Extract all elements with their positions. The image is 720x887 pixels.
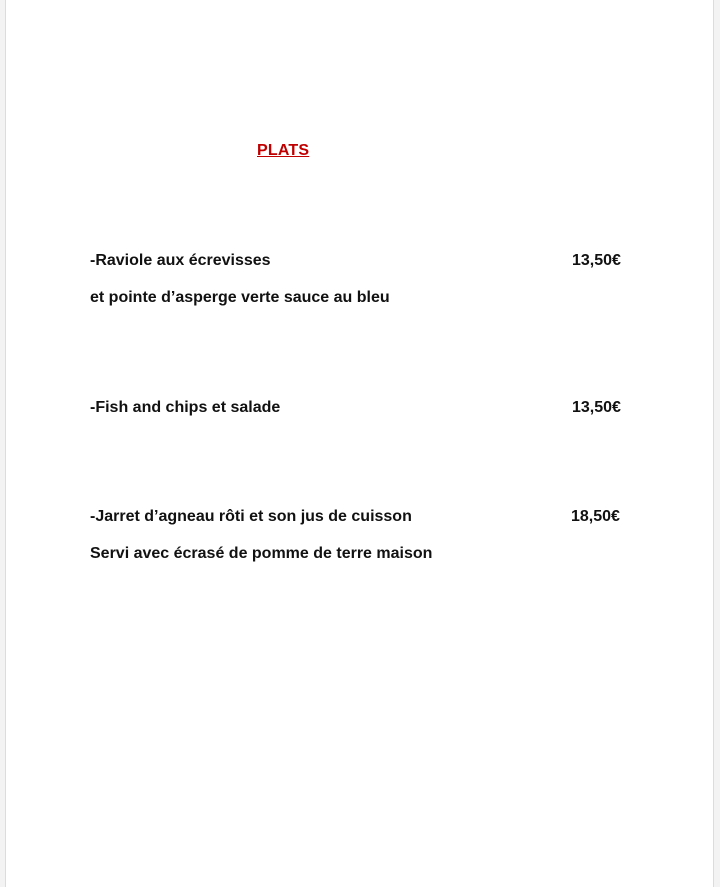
dish-price: 13,50€ [572,399,621,416]
document-page [5,0,714,887]
dish-description: Servi avec écrasé de pomme de terre maison [90,545,433,562]
dish-name: -Fish and chips et salade [90,399,281,416]
section-title: PLATS [257,142,310,159]
dish-description: et pointe d’asperge verte sauce au bleu [90,289,390,306]
dish-price: 18,50€ [571,508,620,525]
dish-name: -Raviole aux écrevisses [90,252,271,269]
dish-price: 13,50€ [572,252,621,269]
dish-name: -Jarret d’agneau rôti et son jus de cuisson [90,508,412,525]
